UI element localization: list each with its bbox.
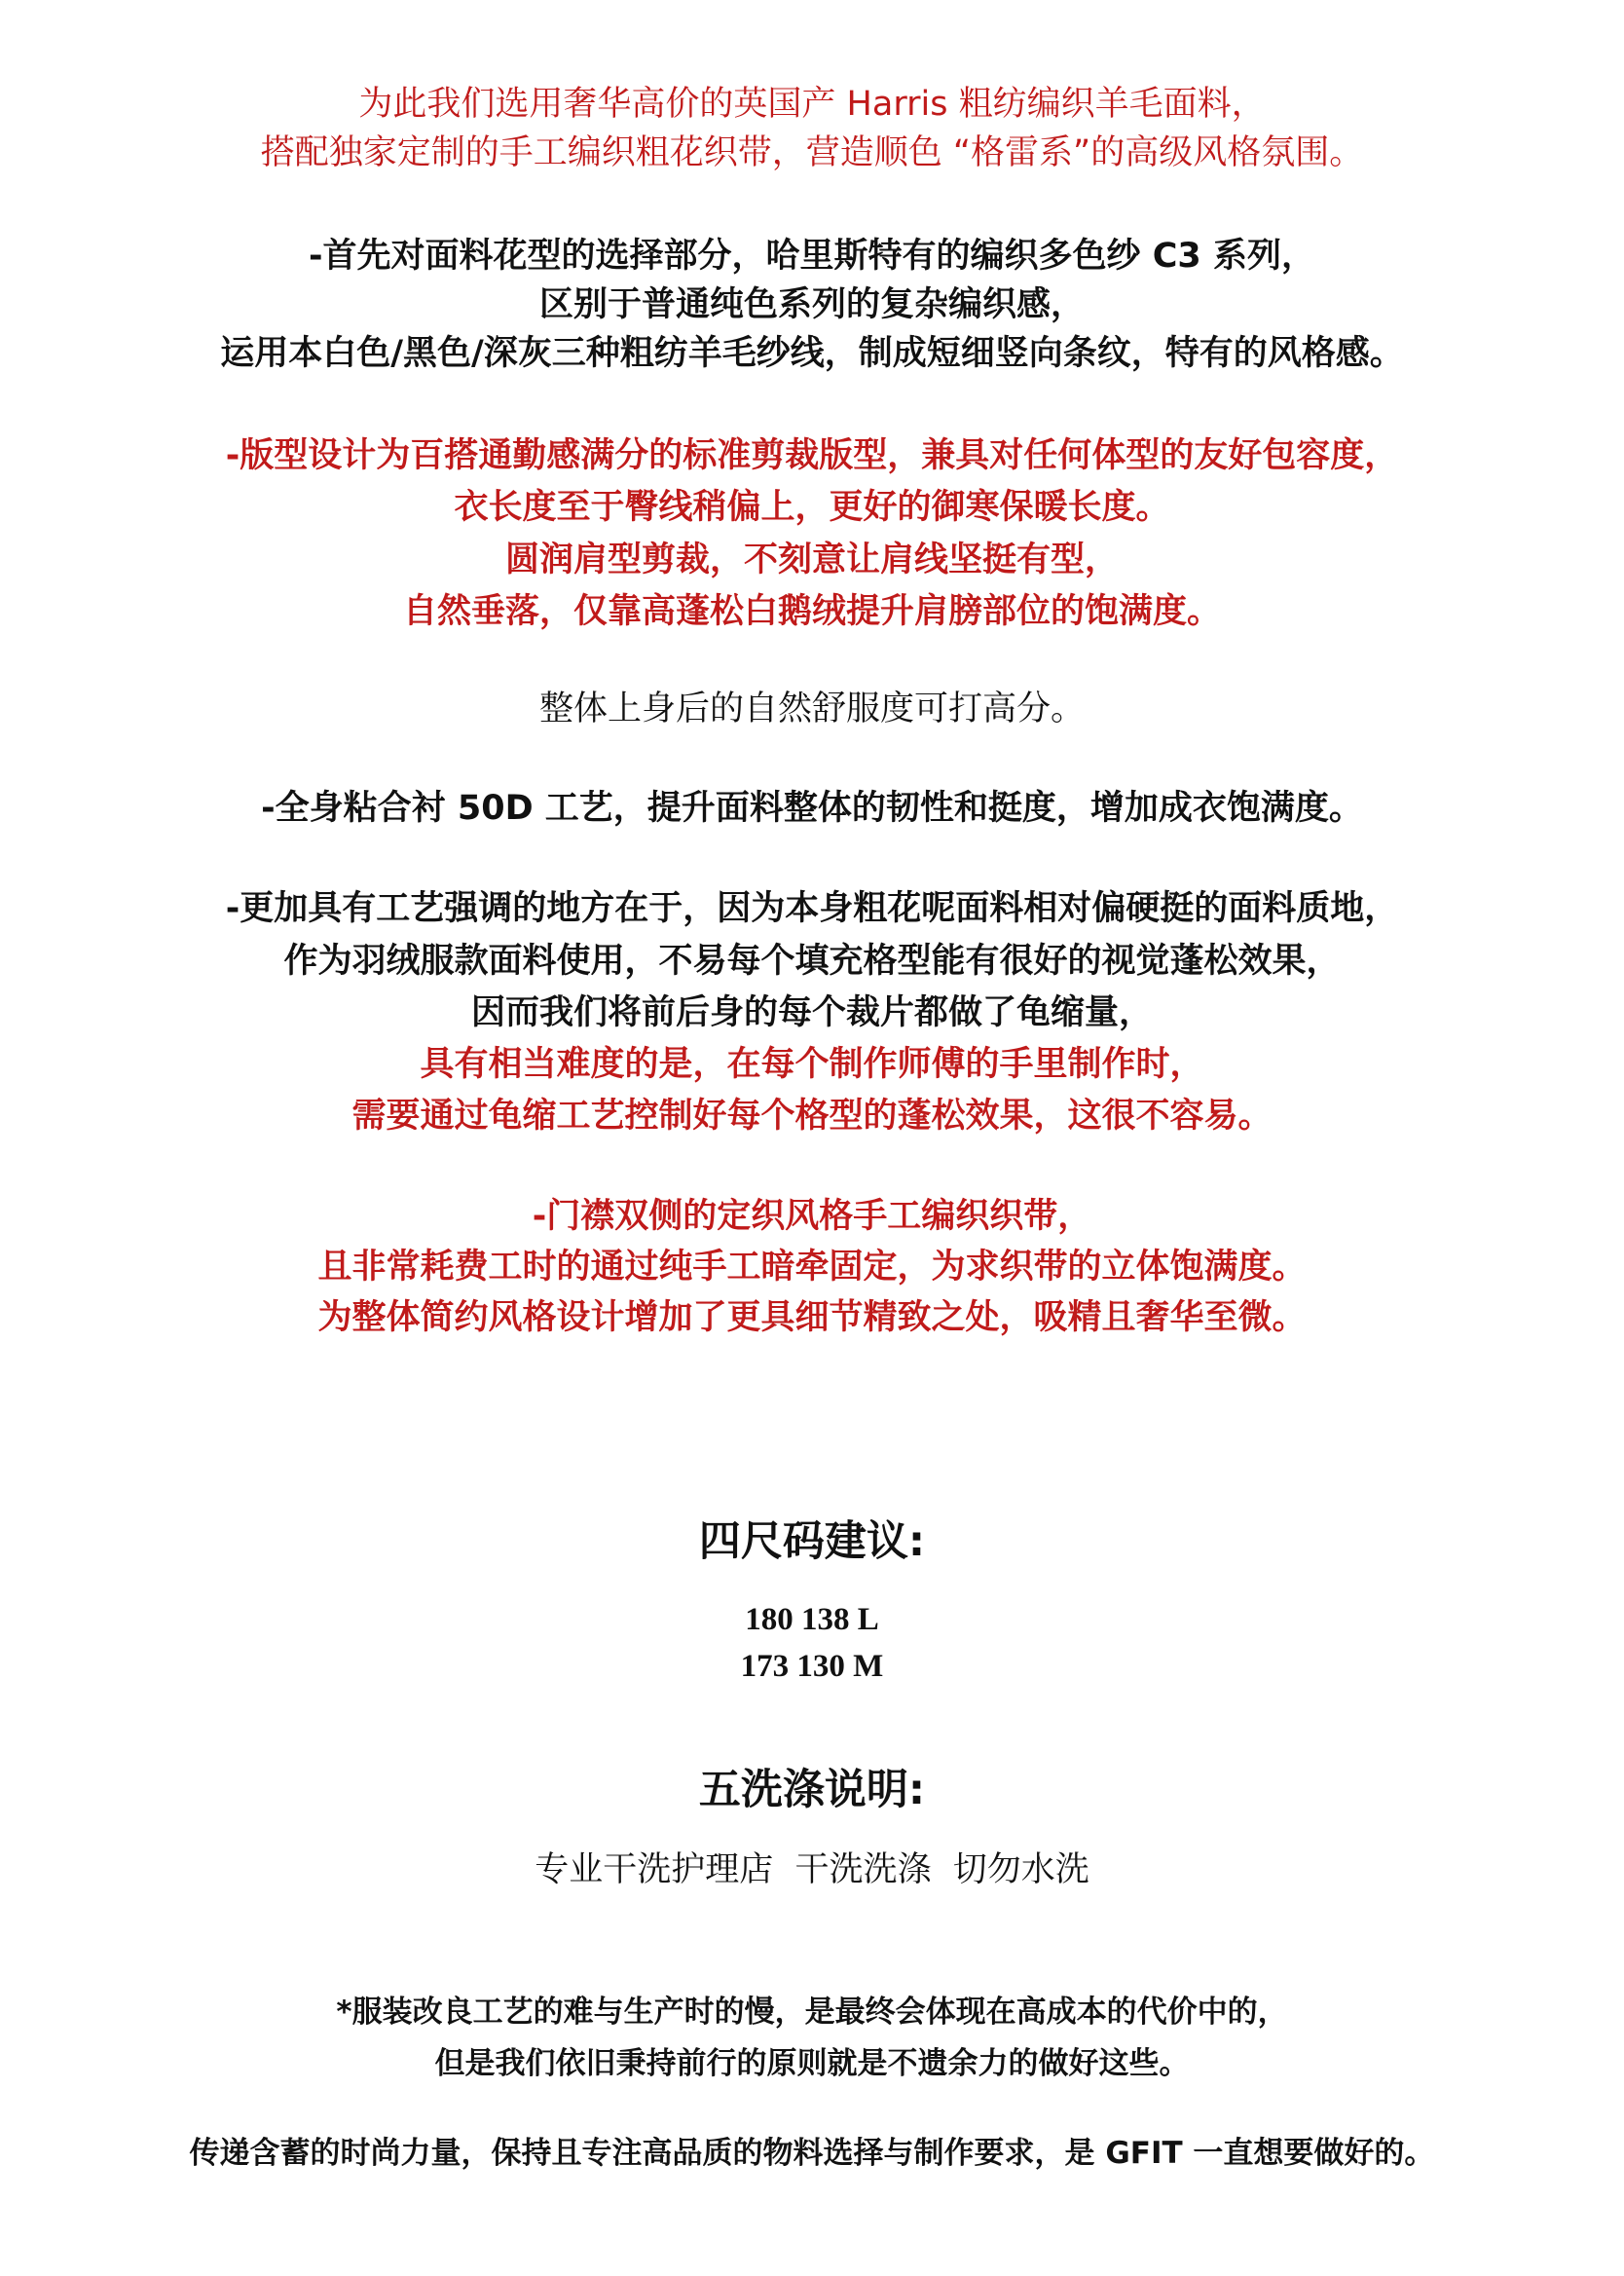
interlining-line: -全身粘合衬 50D 工艺，提升面料整体的韧性和挺度，增加成衣饱满度。: [261, 789, 1363, 828]
craft-line-1: -更加具有工艺强调的地方在于，因为本身粗花呢面料相对偏硬挺的面料质地，: [225, 889, 1399, 928]
size-row-l: 180 138 L: [745, 1602, 879, 1637]
cut-line-1: -版型设计为百搭通勤感满分的标准剪裁版型，兼具对任何体型的友好包容度，: [225, 436, 1399, 475]
fabric-line-3: 运用本白色/黑色/深灰三种粗纺羊毛纱线，制成短细竖向条纹，特有的风格感。: [220, 334, 1404, 373]
wash-heading: 五洗涤说明:: [698, 1766, 926, 1814]
craft-line-3: 因而我们将前后身的每个裁片都做了龟缩量，: [470, 993, 1153, 1032]
wash-text: 专业干洗护理店 干洗洗涤 切勿水洗: [535, 1850, 1089, 1889]
fabric-line-1: -首先对面料花型的选择部分，哈里斯特有的编织多色纱 C3 系列，: [309, 237, 1315, 276]
size-row-m: 173 130 M: [740, 1649, 884, 1684]
craft-line-4: 具有相当难度的是，在每个制作师傅的手里制作时，: [420, 1045, 1204, 1084]
intro-line-1: 为此我们选用奢华高价的英国产 Harris 粗纺编织羊毛面料，: [358, 85, 1266, 124]
craft-line-5: 需要通过龟缩工艺控制好每个格型的蓬松效果，这很不容易。: [351, 1097, 1273, 1136]
cut-line-4: 自然垂落，仅靠高蓬松白鹅绒提升肩膀部位的饱满度。: [402, 592, 1221, 631]
footer-line-1: *服装改良工艺的难与生产时的慢，是最终会体现在高成本的代价中的，: [336, 1995, 1288, 2030]
fabric-line-2: 区别于普通纯色系列的复杂编织感，: [538, 285, 1085, 324]
footer-line-3: 传递含蓄的时尚力量，保持且专注高品质的物料选择与制作要求，是 GFIT 一直想要做好的。: [189, 2136, 1435, 2171]
cut-line-2: 衣长度至于臀线稍偏上，更好的御寒保暖长度。: [454, 488, 1170, 527]
placket-line-2: 且非常耗费工时的通过纯手工暗牵固定，为求织带的立体饱满度。: [317, 1248, 1307, 1287]
size-heading: 四尺码建议:: [698, 1517, 926, 1566]
comfort-line: 整体上身后的自然舒服度可打高分。: [538, 690, 1085, 728]
placket-line-1: -门襟双侧的定织风格手工编织织带，: [532, 1197, 1092, 1236]
craft-line-2: 作为羽绒服款面料使用，不易每个填充格型能有很好的视觉蓬松效果，: [283, 942, 1341, 981]
intro-line-2: 搭配独家定制的手工编织粗花织带，营造顺色 “格雷系”的高级风格氛围。: [260, 133, 1364, 172]
placket-line-3: 为整体简约风格设计增加了更具细节精致之处，吸精且奢华至微。: [317, 1298, 1307, 1337]
cut-line-3: 圆润肩型剪裁，不刻意让肩线坚挺有型，: [504, 541, 1119, 579]
footer-line-2: 但是我们依旧秉持前行的原则就是不遗余力的做好这些。: [434, 2046, 1190, 2081]
